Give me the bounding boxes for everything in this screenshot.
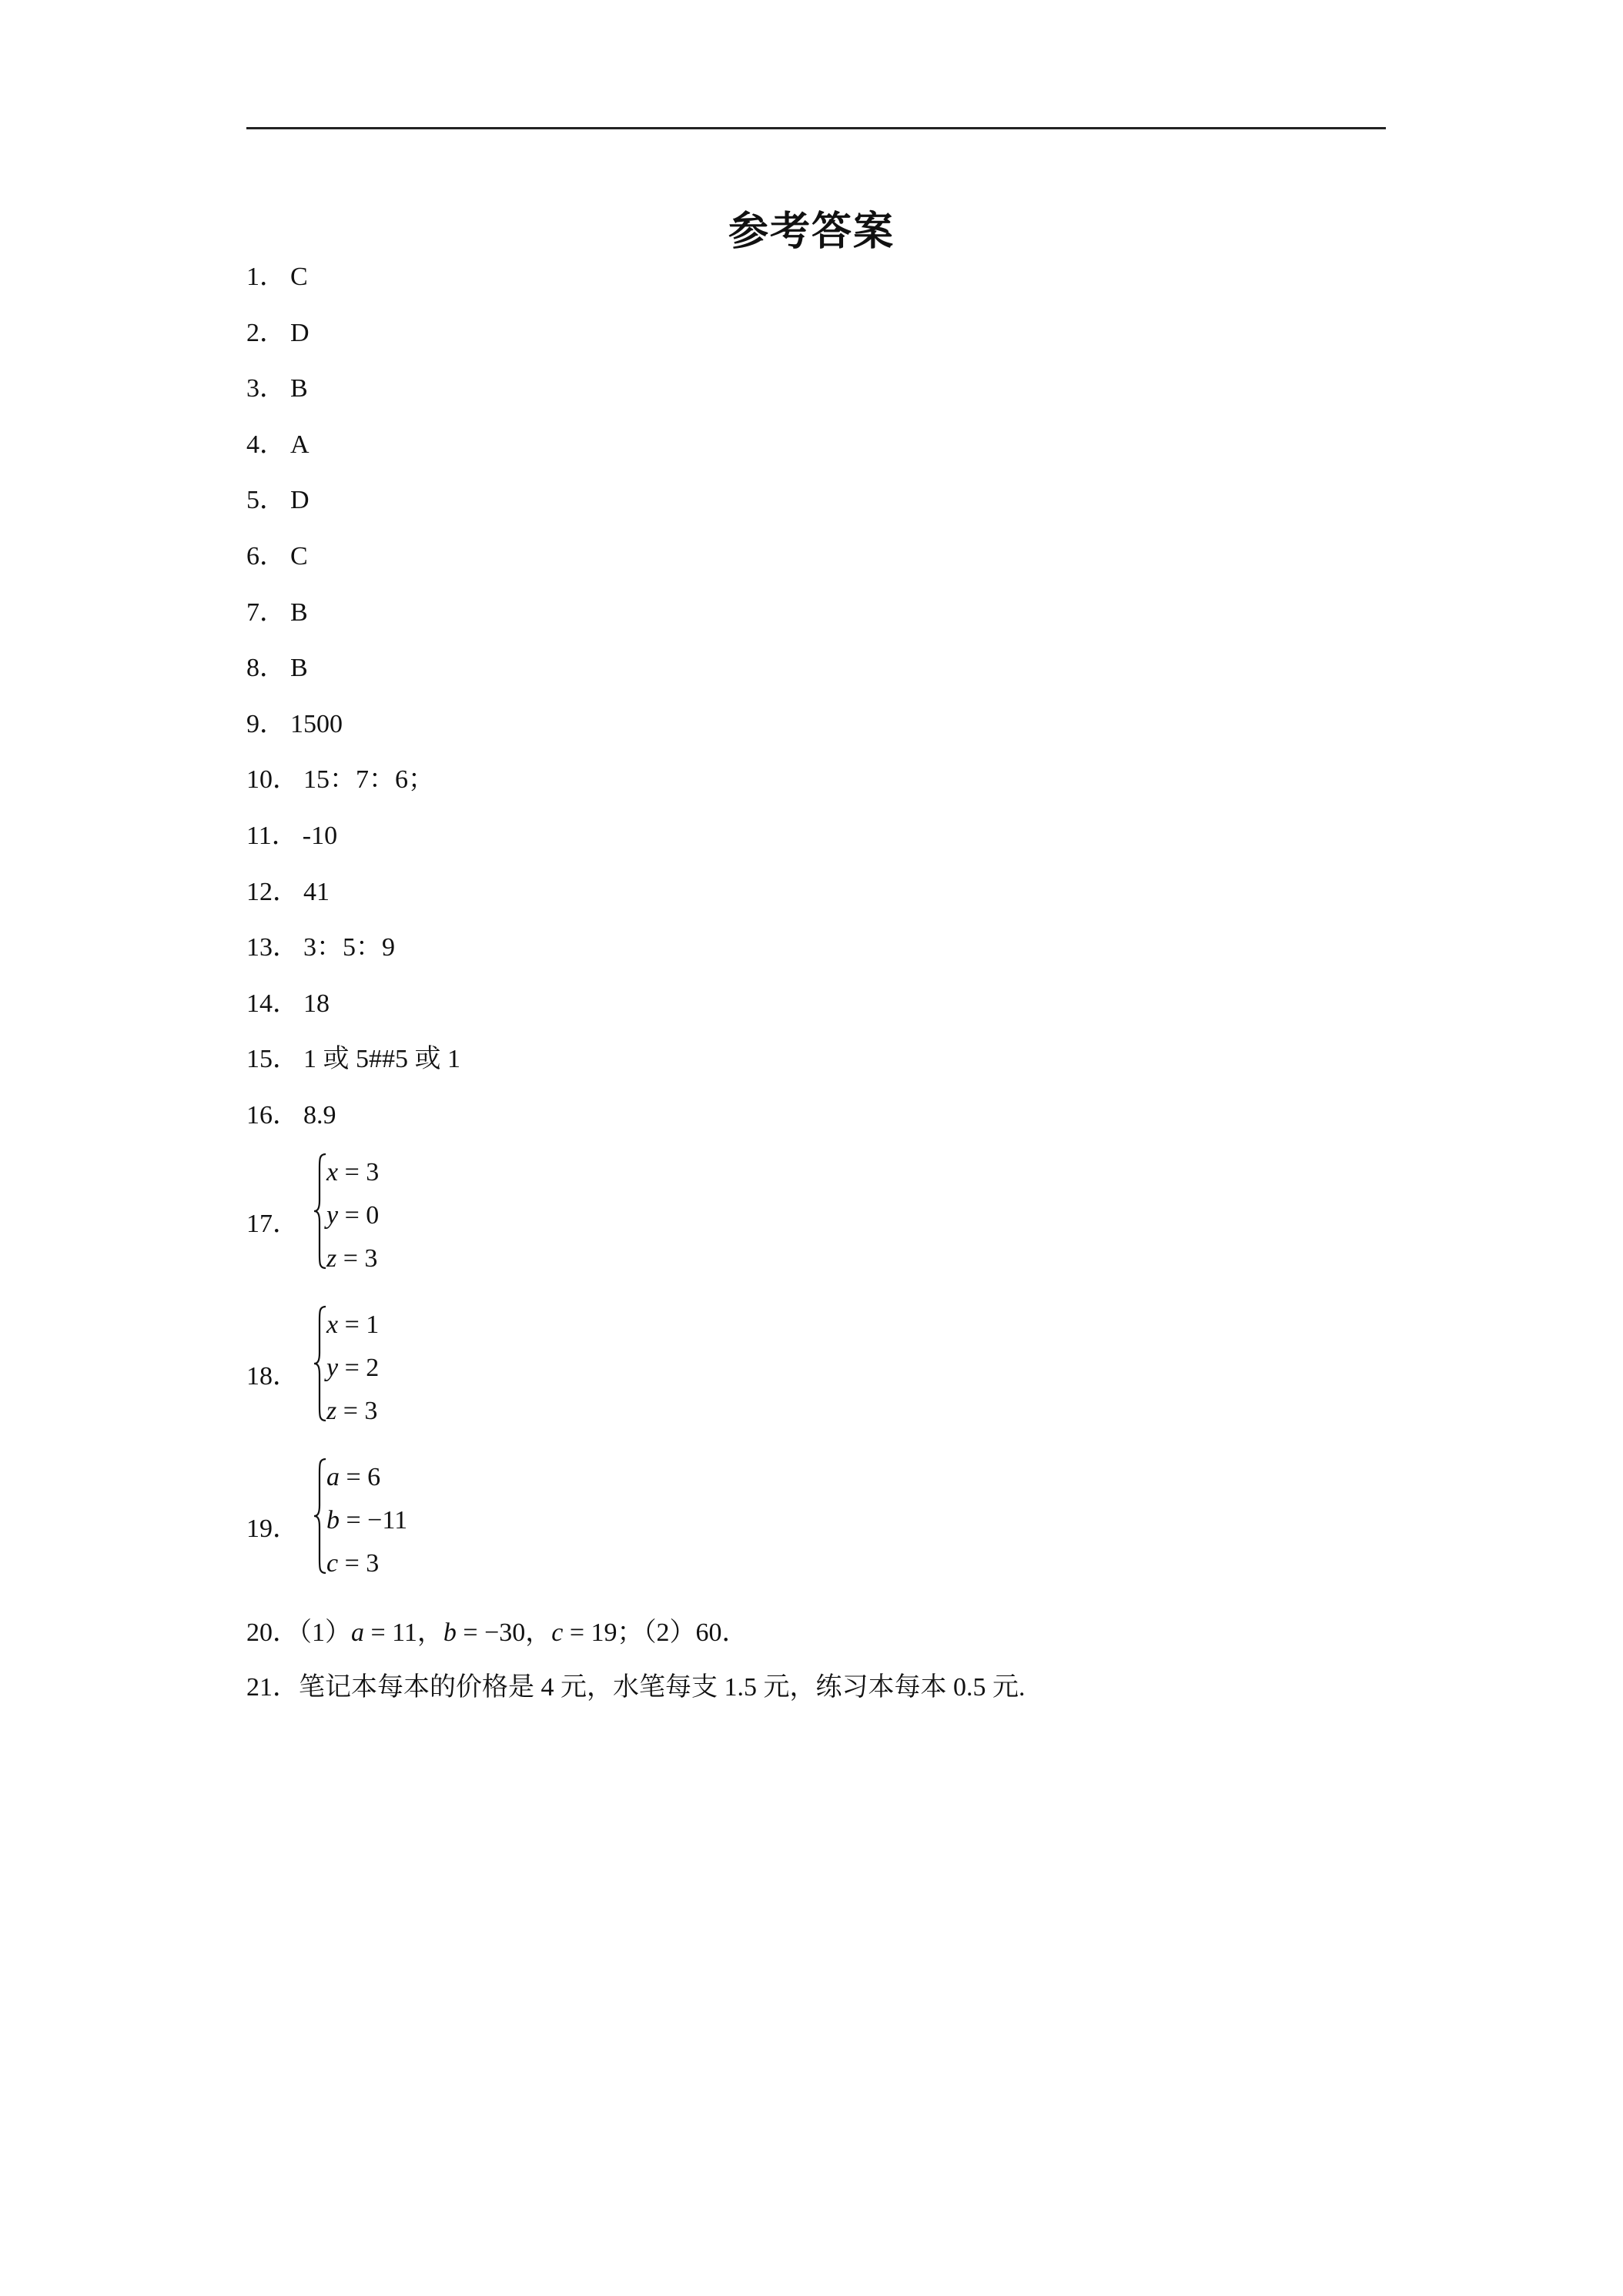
answer-text: B [290,654,308,683]
header-rule [246,127,1386,129]
answer-item-2 [246,306,1386,362]
equation-system [326,1304,379,1433]
equation-line: z = 3 [326,1397,378,1425]
answer-item-4 [246,417,1386,474]
answer-number: 18． [246,1362,299,1391]
answer-text: 8.9 [303,1100,336,1130]
answer-item-16 [246,1088,1386,1144]
answer-number: 6． [246,541,286,571]
variable-c: c [551,1618,564,1647]
answer-item-1 [246,249,1386,306]
equation-line: b = −11 [326,1506,408,1535]
answer-text: A [290,430,310,459]
equation-line: c = 3 [326,1549,380,1578]
answer-number: 8． [246,654,286,683]
answer-text: C [290,263,308,291]
answer-text: -10 [302,821,338,850]
answer-item-10 [246,752,1386,808]
equation-line: a = 6 [326,1463,381,1491]
answer-item-12 [246,865,1386,921]
answer-item-3 [246,361,1386,417]
answer-item-20 [246,1611,748,1648]
answer-text: B [290,374,308,403]
equation-system [326,1456,407,1585]
answer-text: 15：7：6； [303,765,434,795]
value-a: = 11， [364,1618,443,1647]
equation-system [326,1151,379,1280]
variable-b: b [443,1618,457,1647]
answer-number: 11． [246,821,298,850]
answer-number: 10． [246,765,299,795]
answer-item-13 [246,920,1386,976]
answer-item-15 [246,1032,1386,1088]
answer-number: 7． [246,597,286,627]
answer-number: 19． [246,1514,299,1543]
equation-line: z = 3 [326,1244,378,1273]
answer-text: 1500 [290,709,343,738]
answer-number: 20． [246,1618,299,1647]
answer-text: 41 [303,877,330,906]
answer-item-5 [246,473,1386,529]
part-label: （1） [299,1618,351,1647]
answer-number: 15． [246,1045,299,1074]
answer-list [246,249,1386,1144]
answer-item-7 [246,585,1386,641]
equation-line: y = 0 [326,1201,380,1230]
answer-text: 3：5：9 [303,933,395,962]
answer-number: 13． [246,933,299,962]
answer-number: 9． [246,709,286,738]
value-b: = −30， [456,1618,552,1647]
answer-item-9 [246,697,1386,753]
answer-text: B [290,597,308,627]
value-c: = 19； [563,1618,644,1647]
answer-number: 16． [246,1100,299,1130]
answer-item-14 [246,976,1386,1033]
part-2-answer: （2）60． [643,1618,748,1647]
answer-number: 14． [246,989,299,1018]
answer-number: 17． [246,1210,299,1238]
answer-number: 4． [246,430,286,459]
variable-a: a [351,1618,364,1647]
answer-text: C [290,541,308,571]
answer-item-6 [246,529,1386,585]
answer-number: 3． [246,374,286,403]
page-title: 参考答案 [728,209,895,255]
answer-text: D [290,318,310,347]
answer-number: 21． [246,1673,299,1702]
answer-number: 2． [246,318,286,347]
answer-number: 12． [246,877,299,906]
equation-line: y = 2 [326,1354,380,1382]
answer-text: 1 或 5##5 或 1 [303,1045,460,1074]
answer-number: 5． [246,486,286,515]
answer-item-11 [246,808,1386,865]
answer-text: 18 [303,989,330,1018]
answer-text: 笔记本每本的价格是 4 元，水笔每支 1.5 元，练习本每本 0.5 元. [299,1673,1026,1702]
answer-text: D [290,486,310,515]
answer-item-21 [246,1665,1026,1703]
equation-line: x = 1 [326,1310,380,1339]
equation-line: x = 3 [326,1158,380,1186]
answer-number: 1． [246,263,286,291]
answer-item-8 [246,641,1386,697]
